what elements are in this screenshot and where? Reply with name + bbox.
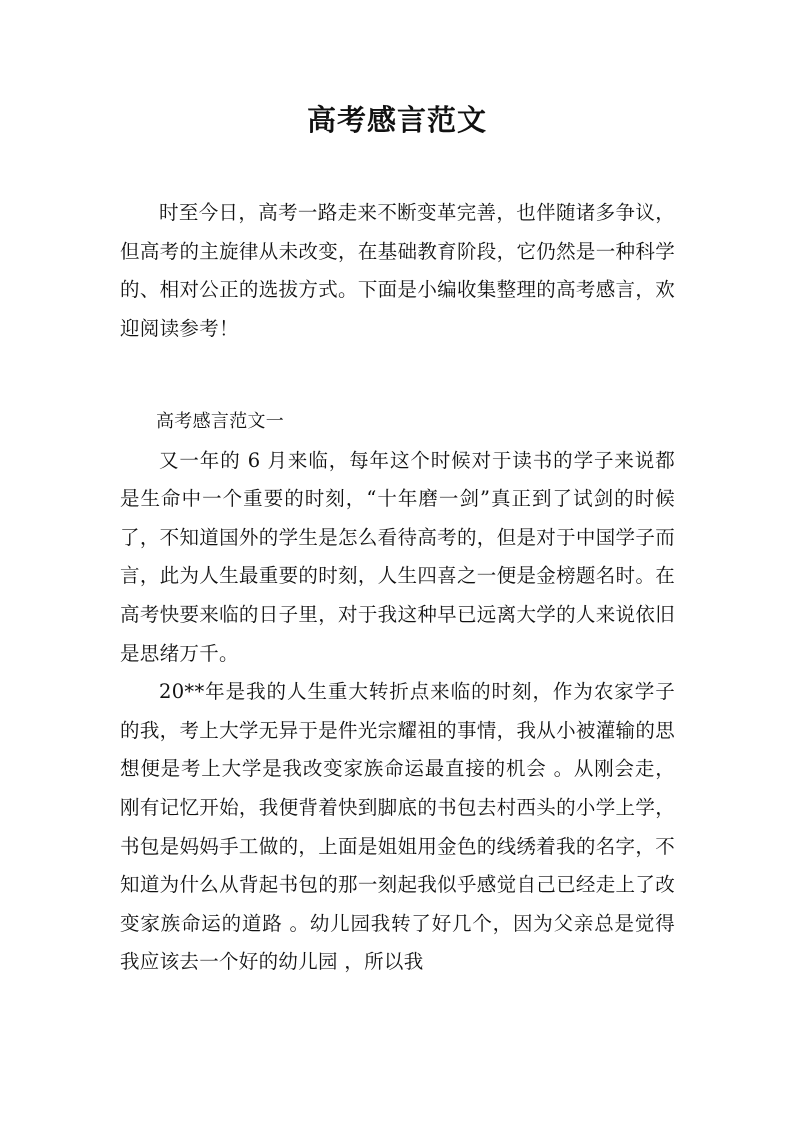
section-heading: 高考感言范文一: [156, 411, 285, 432]
body-paragraph: 又一年的 6 月来临，每年这个时候对于读书的学子来说都是生命中一个重要的时刻，“十年磨一剑”真正到了试剑的时候了，不知道国外的学生是怎么看待高考的，但是对于中国学子而言，此为人生最重要的时刻，人生四喜之一便是金榜题名时。在高考快要来临的日子里，对于我这种早已远离大学的人来说依旧是思绪万千。: [120, 448, 675, 665]
document-title: 高考感言范文: [306, 103, 487, 137]
body-paragraph: 20**年是我的人生重大转折点来临的时刻，作为农家学子的我，考上大学无异于是件光宗耀祖的事情，我从小被灌输的思想便是考上大学是我改变家族命运最直接的机会 。从刚会走，刚有记忆开始，我便背着快到脚底的书包去村西头的小学上学，书包是妈妈手工做的，上面是姐姐用金色的线绣着我的名字，不知道为什么从背起书包的那一刻起我似乎感觉自己已经走上了改变家族命运的道路 。幼儿园我转了好几个，因为父亲总是觉得我应该去一个好的幼儿园 ，所以我: [120, 680, 675, 974]
intro-paragraph: 时至今日，高考一路走来不断变革完善，也伴随诸多争议，但高考的主旋律从未改变，在基础教育阶段，它仍然是一种科学的、相对公正的选拔方式。下面是小编收集整理的高考感言，欢迎阅读参考！: [120, 201, 675, 340]
section-block: [120, 403, 675, 982]
intro-block: [120, 194, 675, 348]
